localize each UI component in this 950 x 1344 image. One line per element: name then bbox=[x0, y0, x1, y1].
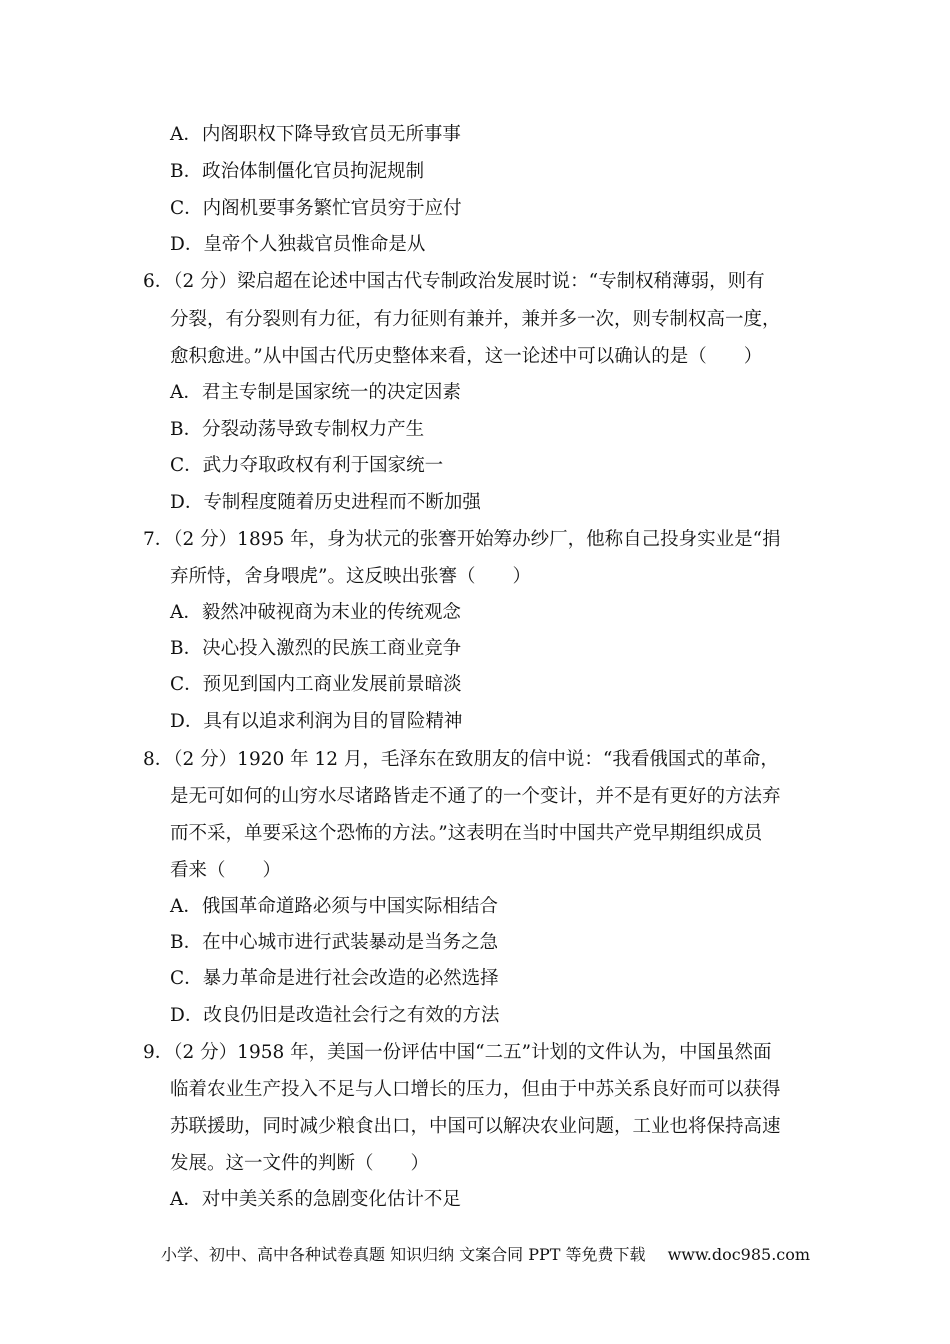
q8-stem-line2: 是无可如何的山穷水尽诸路皆走不通了的一个变计，并不是有更好的方法弃 bbox=[170, 786, 781, 807]
q5-option-b: B．政治体制僵化官员拘泥规制 bbox=[170, 161, 425, 182]
q6-stem-line3: 愈积愈进。”从中国古代历史整体来看，这一论述中可以确认的是（ ） bbox=[170, 346, 763, 367]
page-footer bbox=[161, 1244, 810, 1266]
q7-stem-line2: 弃所恃，舍身喂虎”。这反映出张謇（ ） bbox=[170, 566, 531, 587]
q8-option-b: B．在中心城市进行武装暴动是当务之急 bbox=[170, 932, 499, 953]
q7-option-a: A．毅然冲破视商为末业的传统观念 bbox=[170, 602, 461, 623]
q8-option-d: D．改良仍旧是改造社会行之有效的方法 bbox=[170, 1005, 500, 1026]
q7-option-b: B．决心投入激烈的民族工商业竞争 bbox=[170, 638, 462, 659]
q5-option-c: C．内阁机要事务繁忙官员穷于应付 bbox=[170, 198, 462, 219]
q7-option-d: D．具有以追求利润为目的冒险精神 bbox=[170, 711, 463, 732]
footer-text: 小学、初中、高中各种试卷真题 知识归纳 文案合同 PPT 等免费下载 bbox=[161, 1245, 646, 1264]
q6-option-d: D．专制程度随着历史进程而不断加强 bbox=[170, 492, 481, 513]
q8-stem-line3: 而不采，单要采这个恐怖的方法。”这表明在当时中国共产党早期组织成员 bbox=[170, 823, 763, 844]
footer-website-link[interactable]: www.doc985.com bbox=[667, 1245, 811, 1264]
q6-option-c: C．武力夺取政权有利于国家统一 bbox=[170, 455, 444, 476]
q8-option-c: C．暴力革命是进行社会改造的必然选择 bbox=[170, 968, 499, 989]
q9-stem-line2: 临着农业生产投入不足与人口增长的压力，但由于中苏关系良好而可以获得 bbox=[170, 1079, 781, 1100]
q8-stem-line1: 8．（2 分）1920 年 12 月，毛泽东在致朋友的信中说：“我看俄国式的革命， bbox=[143, 749, 779, 770]
q5-option-a: A．内阁职权下降导致官员无所事事 bbox=[170, 124, 461, 145]
q6-option-a: A．君主专制是国家统一的决定因素 bbox=[170, 382, 461, 403]
q6-stem-line1: 6．（2 分）梁启超在论述中国古代专制政治发展时说：“专制权稍薄弱，则有 bbox=[143, 271, 765, 292]
q8-option-a: A．俄国革命道路必须与中国实际相结合 bbox=[170, 896, 498, 917]
q6-stem-line2: 分裂，有分裂则有力征，有力征则有兼并，兼并多一次，则专制权高一度， bbox=[170, 309, 781, 330]
q8-stem-line4: 看来（ ） bbox=[170, 860, 282, 881]
q9-option-a: A．对中美关系的急剧变化估计不足 bbox=[170, 1189, 461, 1210]
q7-stem-line1: 7．（2 分）1895 年，身为状元的张謇开始筹办纱厂，他称自己投身实业是“捐 bbox=[143, 529, 781, 550]
q9-stem-line4: 发展。这一文件的判断（ ） bbox=[170, 1153, 430, 1174]
q9-stem-line3: 苏联援助，同时减少粮食出口，中国可以解决农业问题，工业也将保持高速 bbox=[170, 1116, 781, 1137]
q9-stem-line1: 9．（2 分）1958 年，美国一份评估中国“二五”计划的文件认为，中国虽然面 bbox=[143, 1042, 772, 1063]
q5-option-d: D．皇帝个人独裁官员惟命是从 bbox=[170, 234, 426, 255]
q7-option-c: C．预见到国内工商业发展前景暗淡 bbox=[170, 674, 462, 695]
q6-option-b: B．分裂动荡导致专制权力产生 bbox=[170, 419, 425, 440]
